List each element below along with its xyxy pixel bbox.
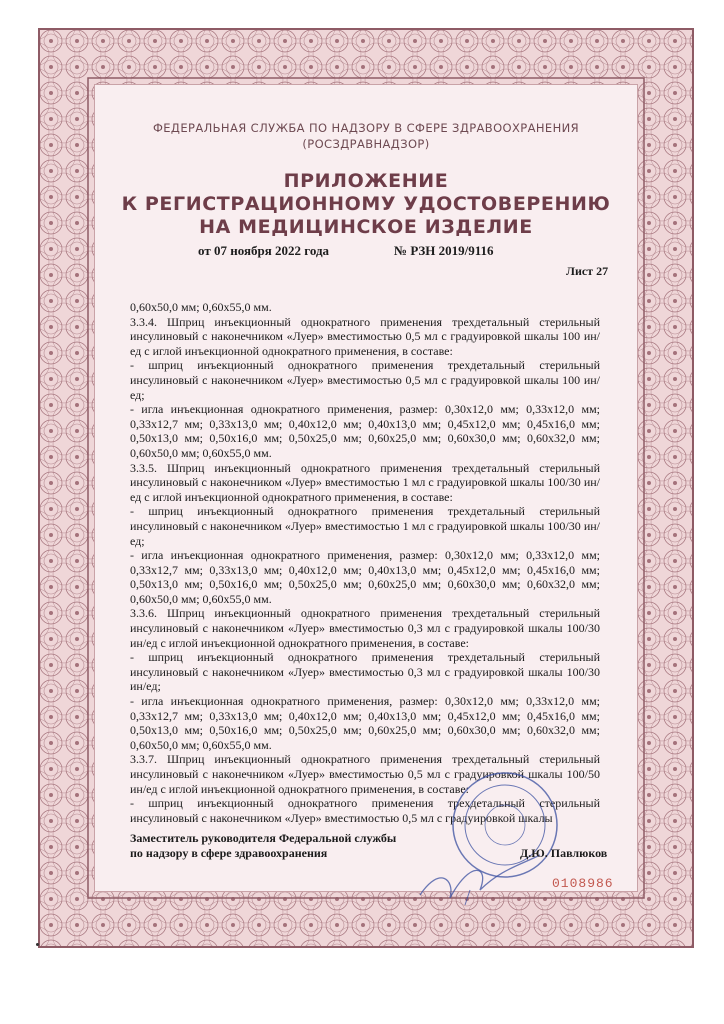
issue-date: от 07 ноября 2022 года [198, 243, 330, 258]
body-paragraph: 0,60х50,0 мм; 0,60х55,0 мм. [130, 300, 272, 314]
sheet-number: Лист 27 [566, 264, 609, 278]
body-paragraph: - игла инъекционная однократного применения, размер: 0,30х12,0 мм; 0,33х12,0 мм; 0,33х12,7 мм; 0,33х13,0 мм; 0,40х12,0 мм; 0,40х13,0 мм; 0,45х12,0 мм; 0,45х16,0 мм; 0,50х13,0 мм; 0,50х16,0 мм; 0,50х25,0 мм; 0,60х25,0 мм; 0,60х30,0 мм; 0,60х32,0 мм; 0,60х50,0 мм; 0,60х55,0 мм. [130, 548, 600, 606]
body-paragraph: - игла инъекционная однократного применения, размер: 0,30х12,0 мм; 0,33х12,0 мм; 0,33х12,7 мм; 0,33х13,0 мм; 0,40х12,0 мм; 0,40х13,0 мм; 0,45х12,0 мм; 0,45х16,0 мм; 0,50х13,0 мм; 0,50х16,0 мм; 0,50х25,0 мм; 0,60х25,0 мм; 0,60х30,0 мм; 0,60х32,0 мм; 0,60х50,0 мм; 0,60х55,0 мм. [130, 402, 600, 460]
body-paragraph: - шприц инъекционный однократного применения трехдетальный стерильный инсулиновый с наконечником «Луер» вместимостью 1 мл с градуировкой шкалы 100/30 ин/ед; [130, 504, 600, 548]
doc-title-line2: К РЕГИСТРАЦИОННОМУ УДОСТОВЕРЕНИЮ [121, 193, 611, 215]
registration-number: № РЗН 2019/9116 [394, 243, 494, 258]
agency-name: ФЕДЕРАЛЬНАЯ СЛУЖБА ПО НАДЗОРУ В СФЕРЕ ЗДРАВООХРАНЕНИЯ [152, 121, 580, 135]
doc-title-line3: НА МЕДИЦИНСКОЕ ИЗДЕЛИЕ [199, 216, 533, 238]
body-paragraph: - шприц инъекционный однократного применения трехдетальный стерильный инсулиновый с наконечником «Луер» вместимостью 0,3 мл с градуировкой шкалы 100/30 ин/ед; [130, 650, 600, 694]
body-paragraph: - шприц инъекционный однократного применения трехдетальный стерильный инсулиновый с наконечником «Луер» вместимостью 0,5 мл с градуировкой шкалы 100 ин/ед; [130, 358, 600, 402]
doc-title-line1: ПРИЛОЖЕНИЕ [283, 170, 449, 192]
document-body [130, 300, 600, 825]
official-stamp-icon [410, 770, 560, 910]
body-paragraph: - шприц инъекционный однократного применения трехдетальный стерильный инсулиновый с наконечником «Луер» вместимостью 0,5 мл с градуировкой шкалы [130, 796, 600, 825]
scan-speck [36, 943, 39, 946]
body-paragraph: - игла инъекционная однократного применения, размер: 0,30х12,0 мм; 0,33х12,0 мм; 0,33х12,7 мм; 0,33х13,0 мм; 0,40х12,0 мм; 0,40х13,0 мм; 0,45х12,0 мм; 0,45х16,0 мм; 0,50х13,0 мм; 0,50х16,0 мм; 0,50х25,0 мм; 0,60х25,0 мм; 0,60х30,0 мм; 0,60х32,0 мм; 0,60х50,0 мм; 0,60х55,0 мм. [130, 694, 600, 752]
serial-number: 0108986 [552, 876, 614, 891]
signatory-name: Д.Ю. Павлюков [520, 846, 608, 860]
agency-abbreviation: (РОСЗДРАВНАДЗОР) [302, 137, 430, 151]
signatory-position-line1: Заместитель руководителя Федеральной службы [130, 831, 397, 845]
body-paragraph: 3.3.6. Шприц инъекционный однократного применения трехдетальный стерильный инсулиновый с наконечником «Луер» вместимостью 0,3 мл с градуировкой шкалы 100/30 ин/ед с иглой инъекционной однократного применения, в составе: [130, 606, 600, 650]
body-paragraph: 3.3.5. Шприц инъекционный однократного применения трехдетальный стерильный инсулиновый с наконечником «Луер» вместимостью 1 мл с градуировкой шкалы 100/30 ин/ед с иглой инъекционной однократного применения, в составе: [130, 460, 600, 504]
body-paragraph: 3.3.7. Шприц инъекционный однократного применения трехдетальный стерильный инсулиновый с наконечником «Луер» вместимостью 0,5 мл с градуировкой шкалы 100/50 ин/ед с иглой инъекционной однократного применения, в составе: [130, 752, 600, 796]
signatory-position-line2: по надзору в сфере здравоохранения [130, 846, 328, 860]
body-paragraph: 3.3.4. Шприц инъекционный однократного применения трехдетальный стерильный инсулиновый с наконечником «Луер» вместимостью 0,5 мл с градуировкой шкалы 100 ин/ед с иглой инъекционной однократного применения, в составе: [130, 314, 600, 358]
